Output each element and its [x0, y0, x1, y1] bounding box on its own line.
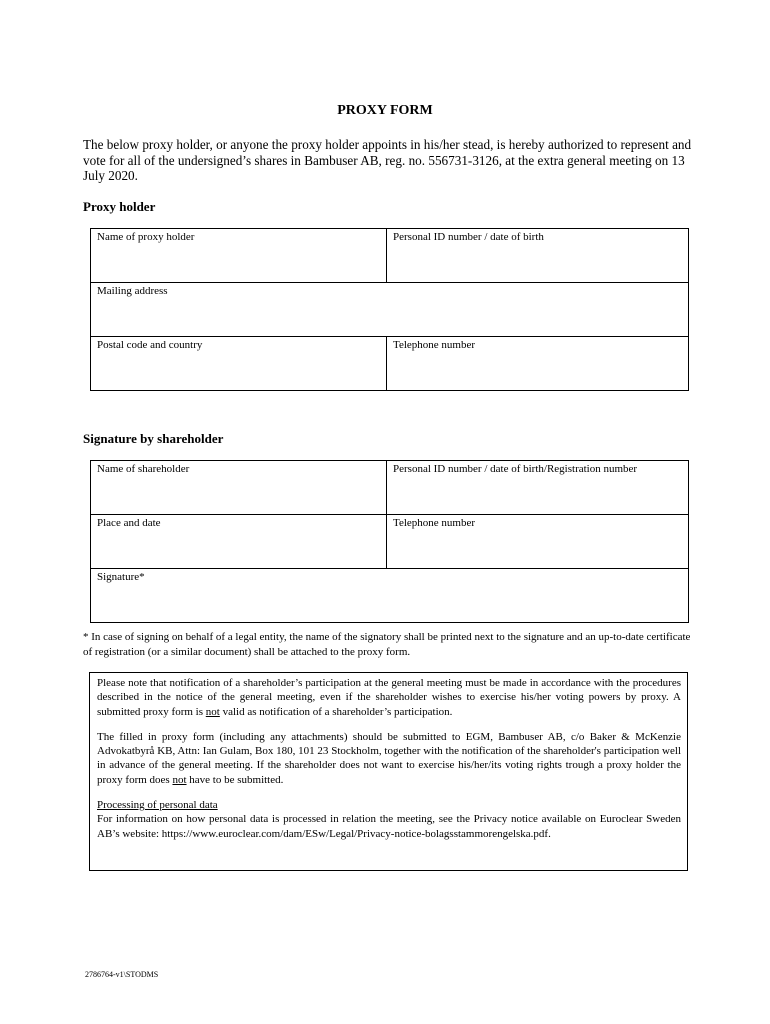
proxy-holder-name-field[interactable]: Name of proxy holder [91, 229, 387, 283]
proxy-holder-telephone-field[interactable]: Telephone number [387, 337, 689, 391]
proxy-holder-mailing-address-field[interactable]: Mailing address [91, 283, 689, 337]
notice-paragraph-personal-data [97, 798, 681, 841]
proxy-holder-heading: Proxy holder [83, 199, 156, 214]
shareholder-name-field[interactable]: Name of shareholder [91, 461, 387, 515]
page-title: PROXY FORM [337, 103, 433, 118]
notice-paragraph-submission: The filled in proxy form (including any attachments) should be submitted to EGM, Bambuser AB, c/o Baker & McKenzie Advokatbyrå KB, Attn: Ian Gulam, Box 180, 101 23 Stockholm, together with the notification of the shareholder's participation well in advance of the general meeting. If the shareholder does not want to exercise his/her/its voting rights trough a proxy holder the proxy form does not have to be submitted. [97, 730, 681, 786]
emphasis-not: not [205, 705, 220, 718]
personal-data-text: For information on how personal data is processed in relation the meeting, see the Privacy notice available on Euroclear Sweden AB’s website: https://www.euroclear.com/dam/ESw/Legal/Privacy-notice-bolagsstammorengelska.pdf. [97, 813, 681, 840]
shareholder-place-date-field[interactable]: Place and date [91, 515, 387, 569]
emphasis-not: not [172, 773, 187, 786]
shareholder-personal-id-field[interactable]: Personal ID number / date of birth/Registration number [387, 461, 689, 515]
notice-box [89, 672, 688, 871]
shareholder-telephone-field[interactable]: Telephone number [387, 515, 689, 569]
proxy-holder-personal-id-field[interactable]: Personal ID number / date of birth [387, 229, 689, 283]
proxy-holder-postal-code-field[interactable]: Postal code and country [91, 337, 387, 391]
personal-data-heading: Processing of personal data [97, 799, 218, 812]
intro-paragraph: The below proxy holder, or anyone the proxy holder appoints in his/her stead, is hereby authorized to represent and vote for all of the undersigned’s shares in Bambuser AB, reg. no. 556731-3126, at the extra general meeting on 13 July 2020. [83, 137, 692, 183]
notice-paragraph-notification: Please note that notification of a shareholder’s participation at the general meeting must be made in accordance with the procedures described in the notice of the general meeting, even if the shareholder wishes to exercise his/her voting powers by proxy. A submitted proxy form is not valid as notification of a shareholder’s participation. [97, 677, 681, 718]
shareholder-signature-field[interactable]: Signature* [91, 569, 689, 623]
shareholder-signature-heading: Signature by shareholder [83, 431, 224, 446]
document-reference: 2786764-v1\STODMS [85, 970, 159, 979]
shareholder-table [90, 460, 689, 623]
proxy-holder-table [90, 228, 689, 391]
signature-footnote: * In case of signing on behalf of a legal entity, the name of the signatory shall be printed next to the signature and an up-to-date certificate of registration (or a similar document) shall be attached to the proxy form. [83, 631, 691, 658]
